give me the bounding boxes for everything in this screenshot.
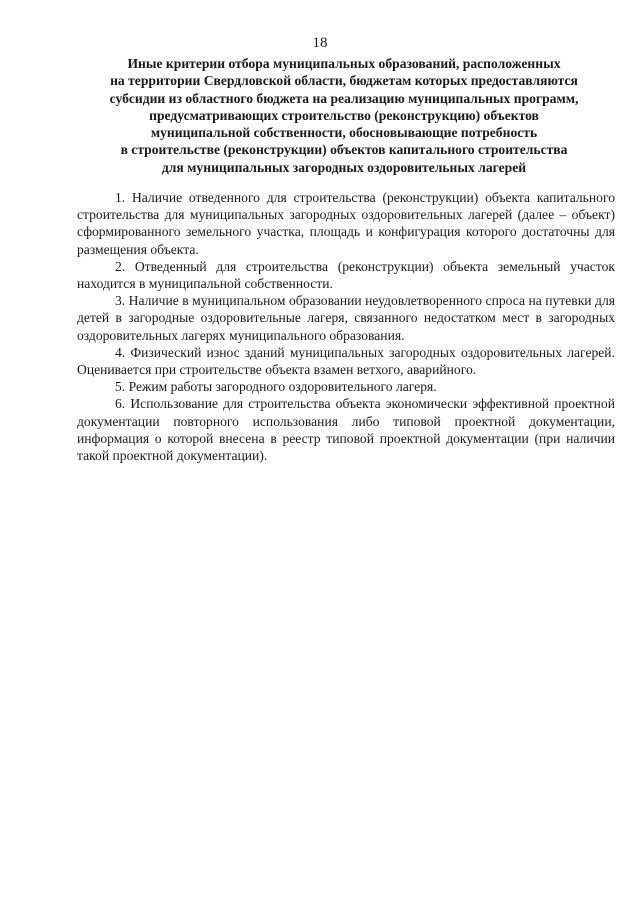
criterion-item: 5. Режим работы загородного оздоровительного лагеря.: [115, 379, 437, 395]
criterion-item: 2. Отведенный для строительства (реконструкции) объекта земельный участок находится в муниципальной собственности.: [77, 258, 615, 292]
title-line: Иные критерии отбора муниципальных образований, расположенных: [127, 56, 561, 71]
title-line: субсидии из областного бюджета на реализацию муниципальных программ,: [109, 90, 579, 106]
title-line: муниципальной собственности, обосновывающие потребность: [150, 125, 538, 141]
title-line: на территории Свердловской области, бюджетам которых предоставляются: [110, 73, 578, 89]
document-title: [70, 55, 618, 176]
title-line: для муниципальных загородных оздоровительных лагерей: [161, 159, 527, 175]
page-number: 18: [312, 35, 328, 51]
criteria-list: [77, 189, 615, 464]
criterion-item: 4. Физический износ зданий муниципальных загородных оздоровительных лагерей. Оценивается при строительстве объекта взамен ветхого, аварийного.: [77, 344, 615, 378]
title-line: предусматривающих строительство (реконструкцию) объектов: [149, 107, 539, 123]
criterion-item: 1. Наличие отведенного для строительства (реконструкции) объекта капитального строительства для муниципальных загородных оздоровительных лагерей (далее – объект) сформированного земельного участка, площадь и конфигурация которого достаточны для размещения объекта.: [77, 190, 615, 257]
criterion-item: 3. Наличие в муниципальном образовании неудовлетворенного спроса на путевки для детей в загородные оздоровительные лагеря, связанного недостатком мест в загородных оздоровительных лагерях муниципального образования.: [77, 293, 615, 343]
title-line: в строительстве (реконструкции) объектов капитального строительства: [120, 142, 568, 158]
criterion-item: 6. Использование для строительства объекта экономически эффективной проектной документации повторного использования либо типовой проектной документации, информация о которой внесена в реестр типовой проектной документации (при наличии такой проектной документации).: [77, 396, 615, 464]
